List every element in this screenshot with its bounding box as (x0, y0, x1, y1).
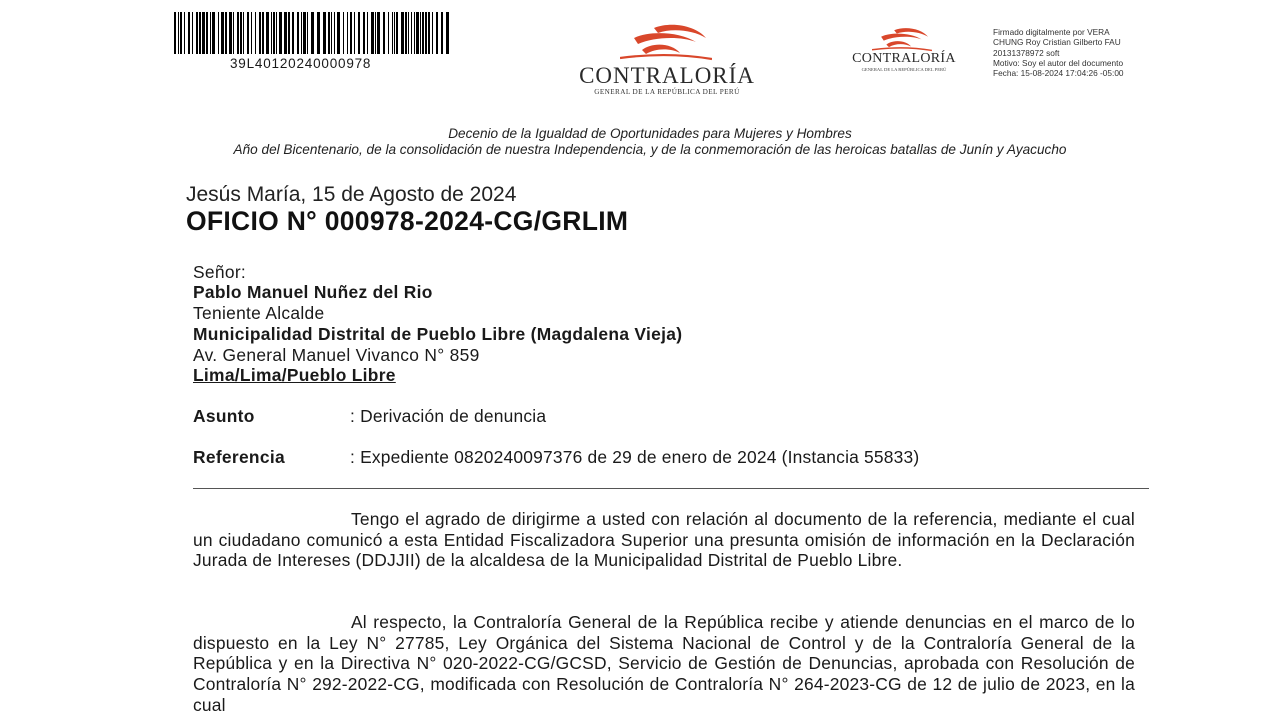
oficio-number: OFICIO N° 000978-2024-CG/GRLIM (186, 206, 629, 236)
small-logo-wordmark: CONTRALORÍA (852, 51, 956, 66)
recipient-address: Av. General Manuel Vivanco N° 859 (193, 345, 480, 365)
motto-decenio: Decenio de la Igualdad de Oportunidades para Mujeres y Hombres (448, 126, 852, 141)
separator-line (193, 488, 1149, 489)
body-paragraph-2: Al respecto, la Contraloría General de la República recibe y atiende denuncias en el marco de lo dispuesto en la Ley N° 27785, Ley Orgánica del Sistema Nacional de Control y de la Contraloría General de la República y en la Directiva N° 020-2022-CG/GCSD, Servicio de Gestión de Denuncias, aprobada con Resolución de Contraloría N° 292-2022-CG, modificada con Resolución de Contraloría N° 264-2023-CG de 12 de julio de 2023, en la cual (193, 612, 1135, 715)
contraloria-small-logo-icon (872, 26, 932, 54)
barcode-image (174, 12, 455, 54)
signature-line: Fecha: 15-08-2024 17:04:26 -05:00 (993, 68, 1124, 79)
motto-year: Año del Bicentenario, de la consolidación de nuestra Independencia, y de la conmemoración de las heroicas batallas de Junín y Ayacucho (233, 142, 1067, 157)
recipient-entity: Municipalidad Distrital de Pueblo Libre (Magdalena Vieja) (193, 324, 683, 344)
signature-line: Firmado digitalmente por VERA (993, 27, 1110, 37)
body-paragraph-1: Tengo el agrado de dirigirme a usted con relación al documento de la referencia, mediante el cual un ciudadano comunicó a esta Entidad Fiscalizadora Superior una presunta omisión de información en la Declaración Jurada de Intereses (DDJJII) de la alcaldesa de la Municipalidad Distrital de Pueblo Libre. (193, 509, 1135, 571)
signature-line: 20131378972 soft (993, 47, 1060, 58)
letter-date: Jesús María, 15 de Agosto de 2024 (186, 183, 517, 206)
signature-line: Motivo: Soy el autor del documento (993, 57, 1124, 68)
recipient-salutation: Señor: (193, 262, 247, 282)
contraloria-logo-icon (620, 22, 712, 64)
recipient-position: Teniente Alcalde (193, 303, 325, 323)
small-logo-subtitle: GENERAL DE LA REPÚBLICA DEL PERÚ (861, 67, 947, 72)
referencia-value: : Expediente 0820240097376 de 29 de enero de 2024 (Instancia 55833) (350, 447, 920, 467)
asunto-label: Asunto (193, 406, 255, 426)
barcode-number: 39L40120240000978 (230, 56, 372, 71)
logo-subtitle: GENERAL DE LA REPÚBLICA DEL PERÚ (594, 88, 740, 96)
referencia-label: Referencia (193, 447, 285, 467)
signature-line: CHUNG Roy Cristian Gilberto FAU (993, 37, 1121, 48)
recipient-name: Pablo Manuel Nuñez del Rio (193, 282, 433, 302)
recipient-location: Lima/Lima/Pueblo Libre (193, 365, 396, 385)
digital-signature-block (993, 27, 1124, 78)
asunto-value: : Derivación de denuncia (350, 406, 547, 426)
logo-wordmark: CONTRALORÍA (579, 63, 755, 88)
